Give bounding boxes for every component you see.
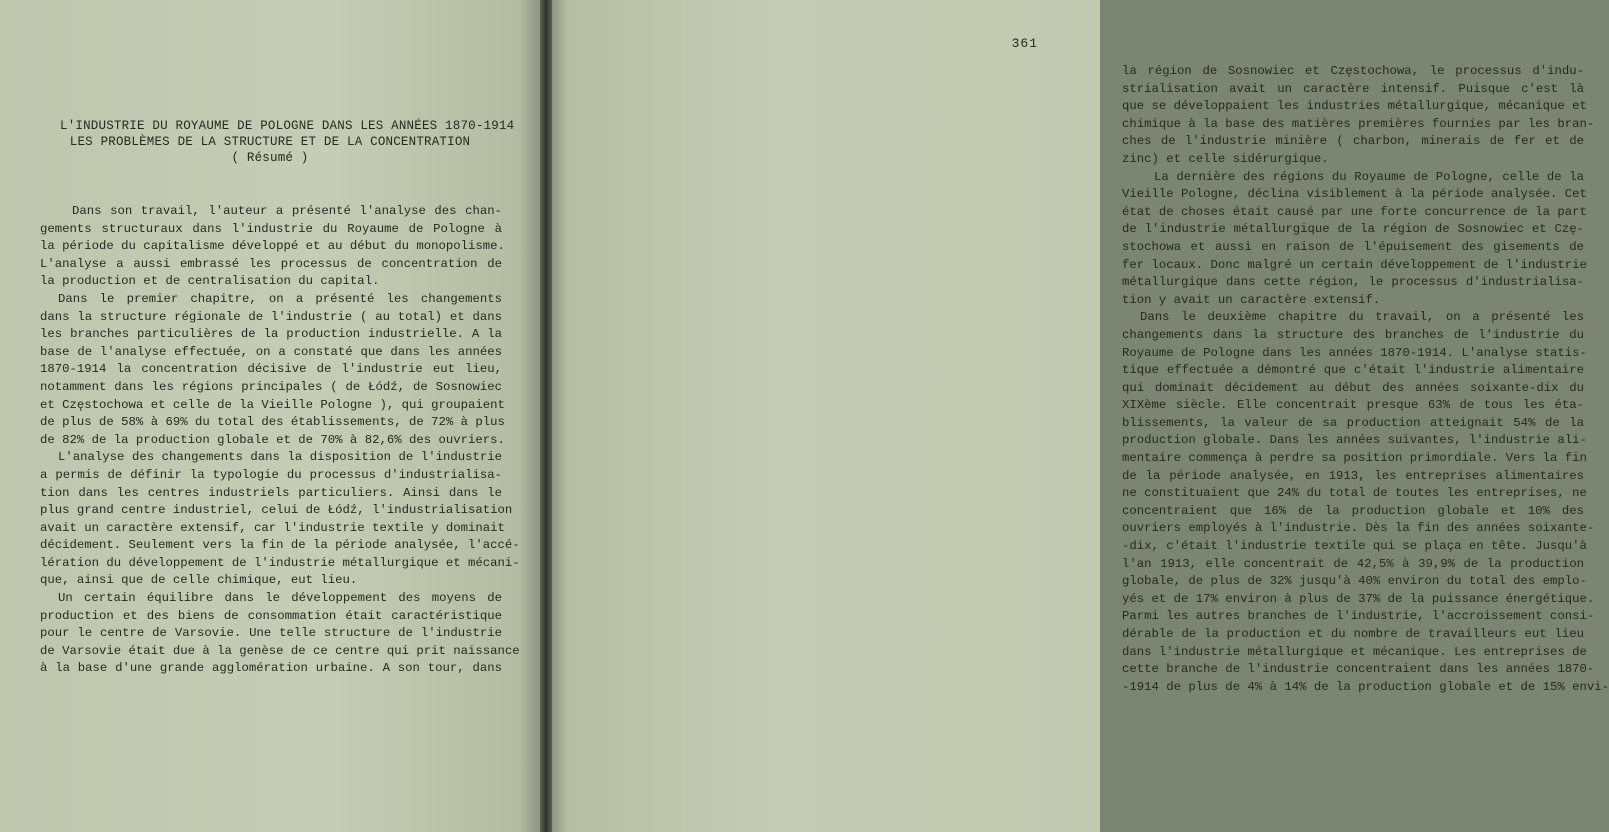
text-line: la période du capitalisme développé et au début du monopolisme.: [40, 239, 505, 254]
text-line: de Varsovie était due à la genèse de ce centre qui prit naissance: [40, 643, 520, 658]
text-line: Royaume de Pologne dans les années 1870-1914. L'analyse statis-: [1122, 345, 1587, 360]
text-line: La dernière des régions du Royaume de Pologne, celle de la: [1154, 169, 1584, 184]
text-line: plus grand centre industriel, celui de Łódź, l'industrialisation: [40, 503, 513, 518]
left-page-text: [40, 203, 520, 678]
left-page: [0, 0, 540, 832]
text-line: changements dans la structure des branches de l'industrie du: [1122, 327, 1584, 342]
text-line: tion y avait un caractère extensif.: [1122, 292, 1381, 307]
text-line: Parmi les autres branches de l'industrie, l'accroissement consi-: [1122, 609, 1595, 624]
text-line: chimique à la base des matières premières fournies par les bran-: [1122, 116, 1595, 131]
text-line: a permis de définir la typologie du processus d'industrialisa-: [40, 467, 502, 482]
text-line: 1870-1914 la concentration décisive de l'industrie eut lieu,: [40, 362, 502, 377]
text-line: dans la structure régionale de l'industrie ( au total) et dans: [40, 309, 502, 324]
text-line: la production et de centralisation du capital.: [40, 274, 380, 289]
text-line: pour le centre de Varsovie. Une telle structure de l'industrie: [40, 626, 502, 641]
text-line: Un certain équilibre dans le développement des moyens de: [58, 591, 502, 606]
text-line: les branches particulières de la production industrielle. A la: [40, 327, 502, 342]
text-line: fer locaux. Donc malgré un certain développement de l'industrie: [1122, 257, 1587, 272]
text-line: ne constituaient que 24% du total de toutes les entreprises, ne: [1122, 486, 1587, 501]
text-line: la région de Sosnowiec et Częstochowa, le processus d'indu-: [1122, 64, 1584, 78]
subtitle-resume: ( Résumé ): [231, 151, 309, 165]
text-line: -1914 de plus de 4% à 14% de la production globale et de 15% envi-: [1122, 679, 1609, 694]
text-line: métallurgique dans cette région, le processus d'industrialisa-: [1122, 275, 1584, 290]
text-line: Dans le premier chapitre, on a présenté les changements: [58, 291, 502, 306]
text-line: strialisation avait un caractère intensif. Puisque c'est là: [1122, 81, 1584, 96]
text-line: yés et de 17% environ à plus de 37% de la puissance énergétique.: [1122, 591, 1595, 606]
text-line: et Częstochowa et celle de la Vieille Pologne ), qui groupaient: [40, 397, 505, 412]
text-line: lération du développement de l'industrie métallurgique et mécani-: [40, 555, 520, 570]
text-line: concentraient que 16% de la production globale et 10% des: [1122, 503, 1584, 518]
text-line: que, ainsi que de celle chimique, eut lieu.: [40, 573, 358, 588]
text-line: tion dans les centres industriels particuliers. Ainsi dans le: [40, 485, 502, 500]
text-line: de la période analysée, en 1913, les entreprises alimentaires: [1122, 468, 1584, 483]
text-line: notamment dans les régions principales ( de Łódź, de Sosnowiec: [40, 379, 502, 394]
text-line: état de choses était causé par une forte concurrence de la part: [1122, 204, 1587, 219]
text-line: gements structuraux dans l'industrie du Royaume de Pologne à: [40, 221, 502, 236]
document-title: [60, 118, 515, 166]
text-line: -dix, c'était l'industrie textile qui se plaça en tête. Jusqu'à: [1122, 539, 1587, 554]
text-line: L'analyse a aussi embrassé les processus de concentration de: [40, 256, 502, 271]
text-line: qui dominait décidement au début des années soixante-dix du: [1122, 380, 1584, 395]
text-line: de plus de 58% à 69% du total des établissements, de 72% à plus: [40, 415, 505, 430]
text-line: Vieille Pologne, déclina visiblement à la période analysée. Cet: [1122, 187, 1587, 202]
book-gutter: [540, 0, 552, 832]
text-line: XIXème siècle. Elle concentrait presque 63% de tous les éta-: [1122, 398, 1584, 413]
text-line: dérable de la production et du nombre de travailleurs eut lieu: [1122, 627, 1584, 641]
text-line: de l'industrie métallurgique de la région de Sosnowiec et Czę-: [1122, 222, 1584, 237]
text-line: de 82% de la production globale et de 70% à 82,6% des ouvriers.: [40, 432, 505, 447]
right-page-text: [1122, 63, 1609, 696]
text-line: à la base d'une grande agglomération urbaine. A son tour, dans: [40, 661, 502, 676]
text-line: L'analyse des changements dans la disposition de l'industrie: [58, 450, 502, 465]
text-line: zinc) et celle sidérurgique.: [1122, 151, 1329, 166]
text-line: production et des biens de consommation était caractéristique: [40, 608, 502, 623]
text-line: tique effectuée a démontré que c'était l'industrie alimentaire: [1122, 363, 1584, 378]
text-line: avait un caractère extensif, car l'industrie textile y dominait: [40, 520, 505, 535]
text-line: stochowa et aussi en raison de l'épuisement des gisements de: [1122, 239, 1584, 254]
text-line: mentaire commença à perdre sa position primordiale. Vers la fin: [1122, 451, 1587, 466]
text-line: ches de l'industrie minière ( charbon, minerais de fer et de: [1122, 134, 1584, 149]
text-line: blissements, la valeur de sa production atteignait 54% de la: [1122, 415, 1584, 430]
text-line: que se développaient les industries métallurgique, mécanique et: [1122, 99, 1587, 114]
text-line: dans l'industrie métallurgique et mécanique. Les entreprises de: [1122, 644, 1587, 659]
text-line: production globale. Dans les années suivantes, l'industrie ali-: [1122, 433, 1587, 448]
text-line: l'an 1913, elle concentrait de 42,5% à 39,9% de la production: [1122, 556, 1584, 571]
right-page: [552, 0, 1609, 832]
text-line: globale, de plus de 32% jusqu'à 40% environ du total des emplo-: [1122, 574, 1587, 589]
text-line: cette branche de l'industrie concentraient dans les années 1870-: [1122, 662, 1595, 677]
text-line: base de l'analyse effectuée, on a constaté que dans les années: [40, 344, 502, 359]
page-number: 361: [1011, 36, 1038, 51]
title-line: LES PROBLÈMES DE LA STRUCTURE ET DE LA CONCENTRATION: [69, 135, 471, 149]
text-line: décidement. Seulement vers la fin de la période analysée, l'accé-: [40, 538, 520, 553]
text-line: Dans son travail, l'auteur a présenté l'analyse des chan-: [72, 204, 502, 218]
text-line: ouvriers employés à l'industrie. Dès la fin des années soixante-: [1122, 521, 1595, 536]
text-line: Dans le deuxième chapitre du travail, on a présenté les: [1140, 310, 1584, 325]
title-line: L'INDUSTRIE DU ROYAUME DE POLOGNE DANS LES ANNÉES 1870-1914: [60, 119, 515, 133]
